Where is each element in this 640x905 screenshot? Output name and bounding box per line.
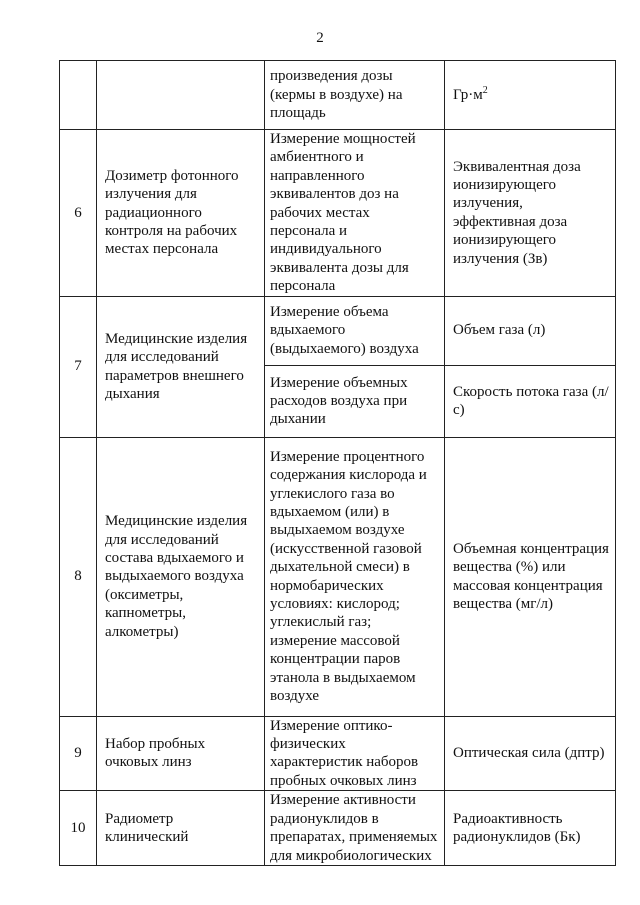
table-row (60, 61, 616, 130)
table-row (60, 791, 616, 866)
device-name: Дозиметр фотонного излучения для радиационного контроля на рабочих местах персонала (97, 130, 265, 297)
measurement-method: Измерение оптико-физических характеристик наборов пробных очковых линз (265, 716, 445, 791)
measured-quantity (445, 61, 616, 130)
device-name: Медицинские изделия для исследований параметров внешнего дыхания (97, 296, 265, 437)
row-number: 8 (60, 437, 97, 716)
table-row (60, 296, 616, 365)
table-row (60, 130, 616, 297)
measured-quantity: Скорость потока газа (л/с) (445, 365, 616, 437)
measured-quantity: Эквивалентная доза ионизирующего излучения, эффективная доза ионизирующего излучения (Зв) (445, 130, 616, 297)
page-number: 2 (316, 30, 324, 46)
measurement-method: Измерение объема вдыхаемого (выдыхаемого) воздуха (265, 296, 445, 365)
measurement-method: произведения дозы (кермы в воздухе) на площадь (265, 61, 445, 130)
table-row (60, 716, 616, 791)
measured-quantity: Объем газа (л) (445, 296, 616, 365)
measurement-method: Измерение объемных расходов воздуха при дыхании (265, 365, 445, 437)
unit-base: Гр·м (453, 86, 483, 103)
device-name (97, 61, 265, 130)
device-name: Радиометр клинический (97, 791, 265, 866)
row-number (60, 61, 97, 130)
row-number: 9 (60, 716, 97, 791)
device-name: Набор пробных очковых линз (97, 716, 265, 791)
measured-quantity: Оптическая сила (дптр) (445, 716, 616, 791)
row-number: 7 (60, 296, 97, 437)
measured-quantity: Радиоактивность радионуклидов (Бк) (445, 791, 616, 866)
measurement-method: Измерение процентного содержания кислорода и углекислого газа во вдыхаемом (или) в выдыхаемом воздухе (искусственной газовой дыхательной смеси) в нормобарических условиях: кислород; углекислый газ; измерение массовой концентрации паров этанола в выдыхаемом воздухе (265, 437, 445, 716)
devices-table (59, 60, 616, 866)
unit-superscript: 2 (482, 84, 488, 96)
row-number: 10 (60, 791, 97, 866)
device-name: Медицинские изделия для исследований состава вдыхаемого и выдыхаемого воздуха (оксиметры, капнометры, алкометры) (97, 437, 265, 716)
row-number: 6 (60, 130, 97, 297)
table-row (60, 437, 616, 716)
measured-quantity: Объемная концентрация вещества (%) или массовая концентрация вещества (мг/л) (445, 437, 616, 716)
measurement-method: Измерение мощностей амбиентного и направленного эквивалентов доз на рабочих местах персонала и индивидуального эквивалента дозы для персонала (265, 130, 445, 297)
measurement-method: Измерение активности радионуклидов в препаратах, применяемых для микробиологических (265, 791, 445, 866)
